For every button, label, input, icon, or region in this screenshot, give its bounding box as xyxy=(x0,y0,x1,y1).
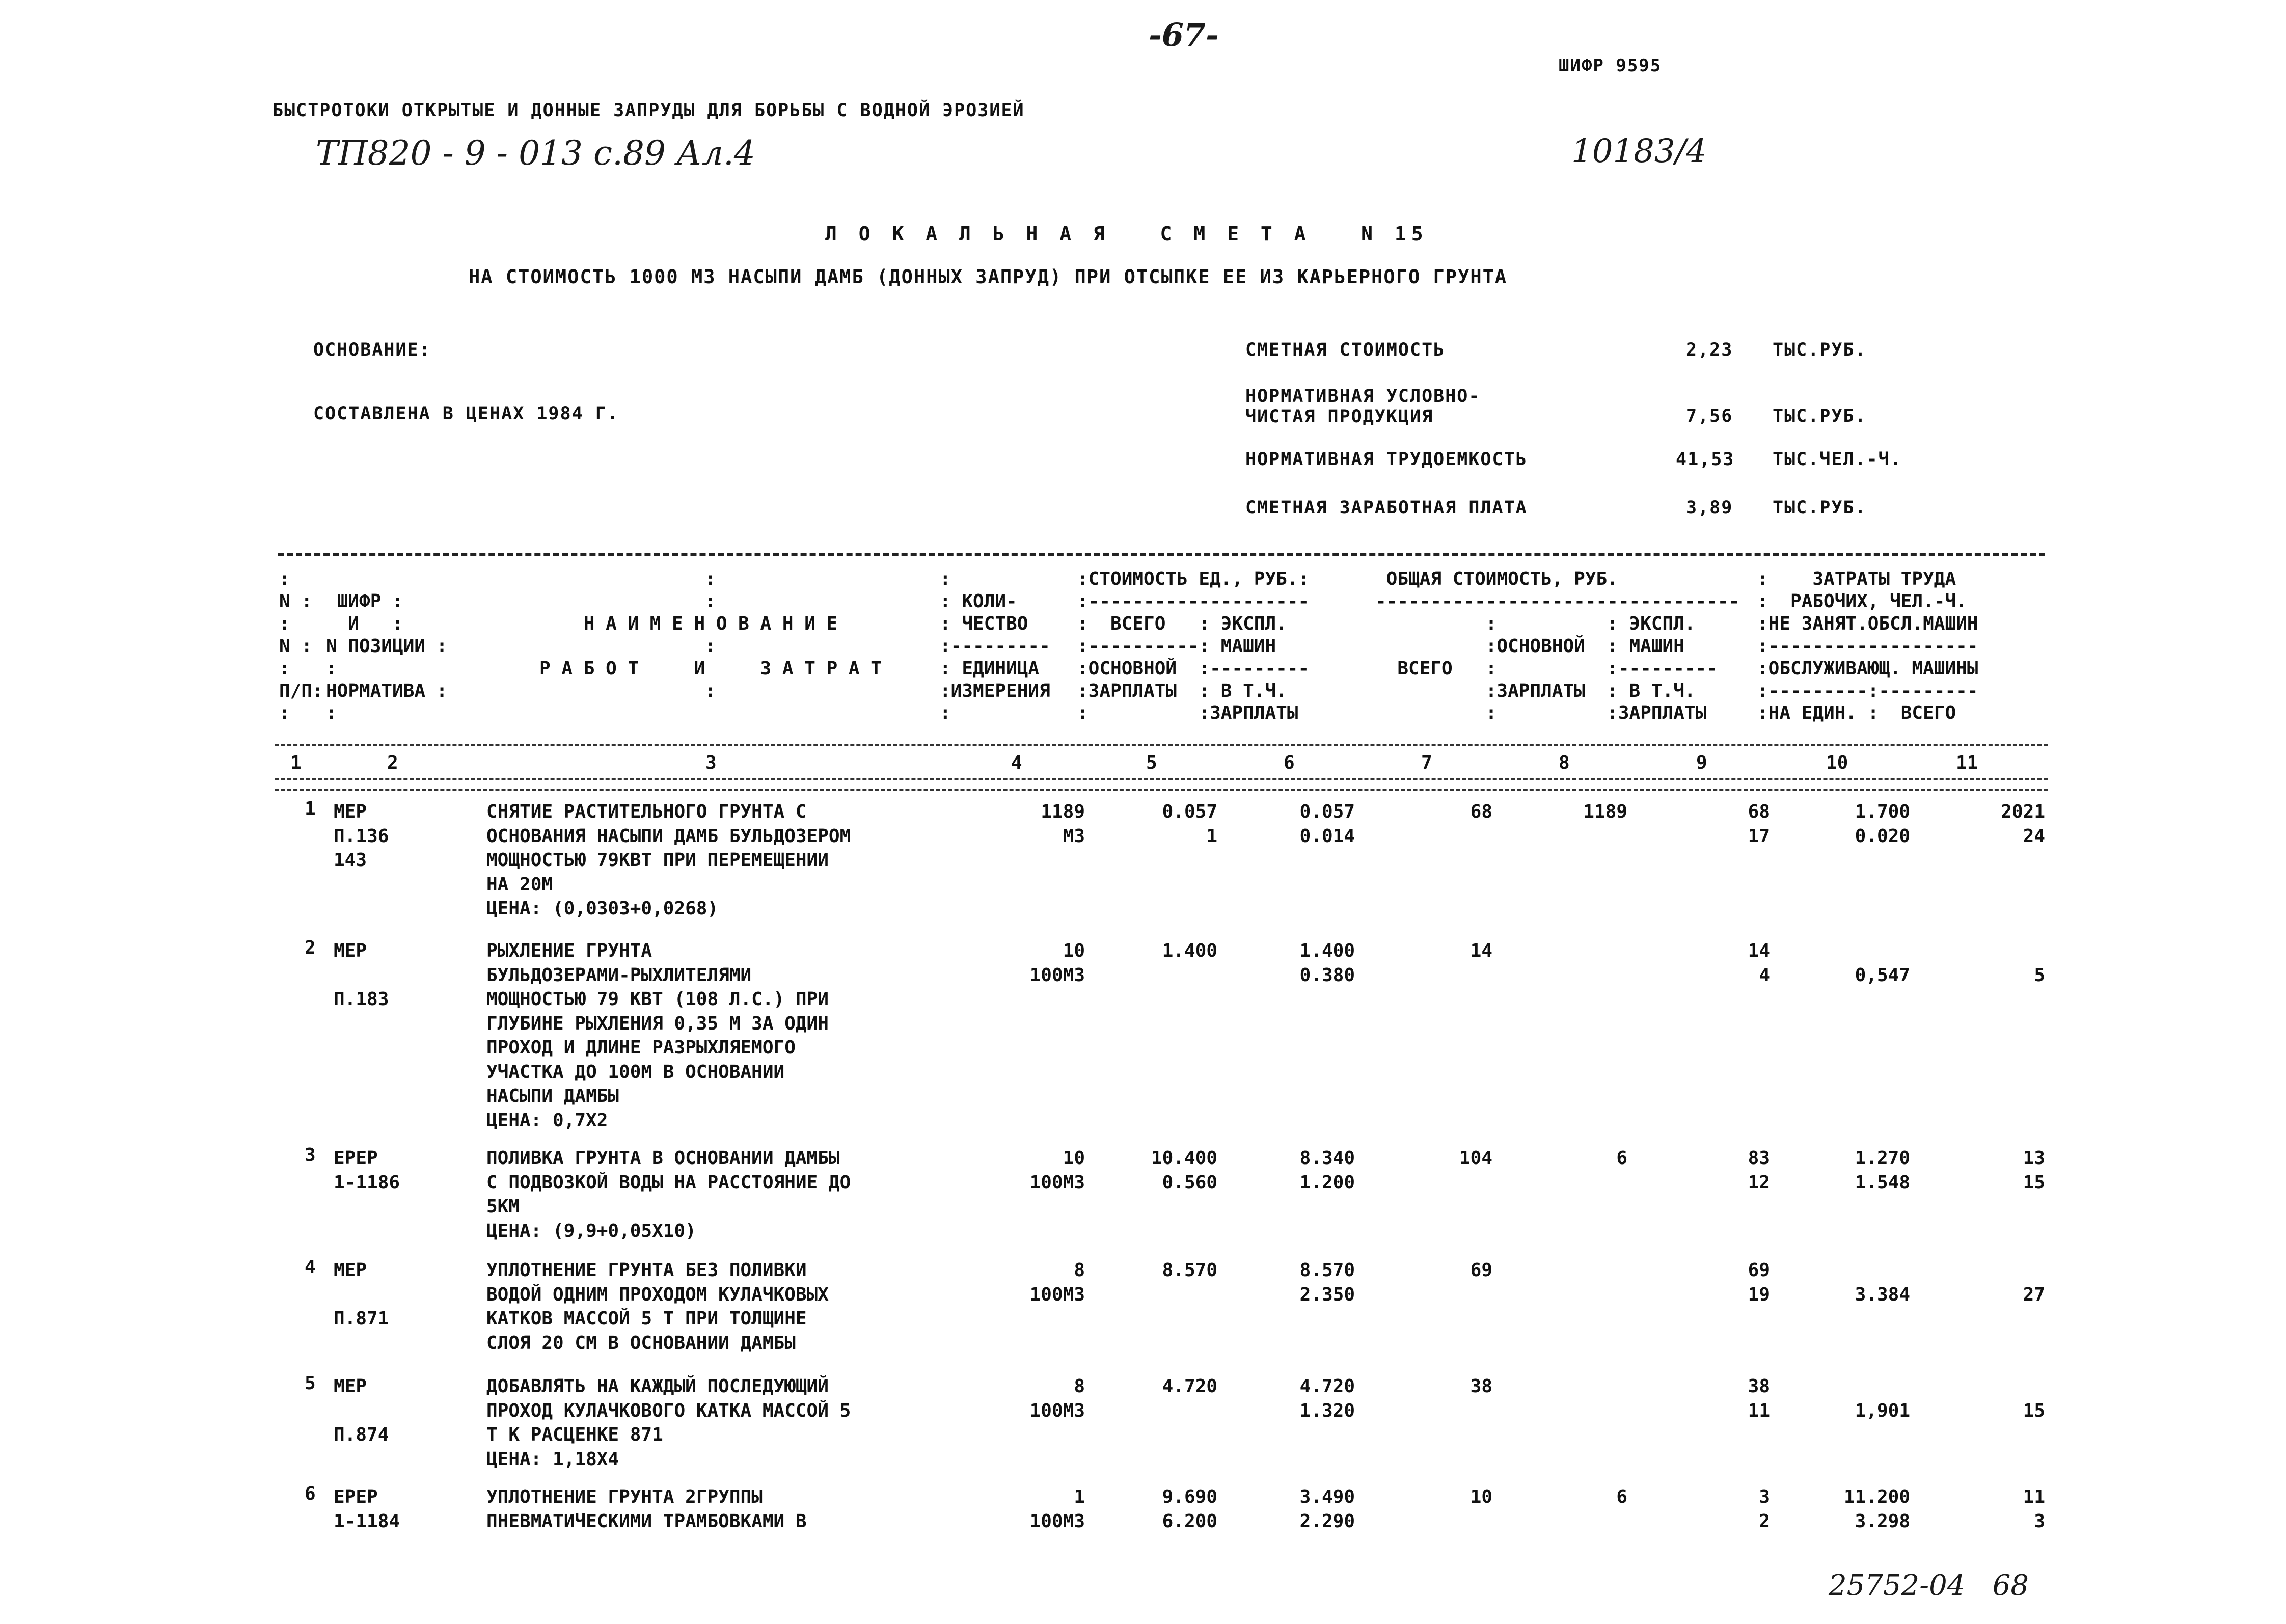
row-4-col9: 69 19 xyxy=(1748,1260,1770,1305)
header-col-total-cost: ОБЩАЯ СТОИМОСТЬ, РУБ. --------------------------------- : : ЭКСПЛ. :ОСНОВНОЙ : МАШИН ВСЕГО : :--------- :ЗАРПЛАТЫ : В Т.Ч. : :ЗАРПЛАТЫ xyxy=(1375,569,1740,724)
col-number-divider-top xyxy=(275,778,2048,780)
handwritten-reference: 10183/4 xyxy=(1571,132,1707,170)
row-2-col6: 1.400 0.380 xyxy=(1299,940,1355,986)
row-5-quantity: 8 100М3 xyxy=(1029,1376,1085,1421)
row-2-col5: 1.400 xyxy=(1162,940,1217,961)
row-3-col9: 83 12 xyxy=(1748,1148,1770,1193)
row-5-col6: 4.720 1.320 xyxy=(1299,1376,1355,1421)
header-col-unit-cost: :СТОИМОСТЬ ЕД., РУБ.: :-------------------- : ВСЕГО : ЭКСПЛ. :----------: МАШИН :ОСНОВНОЙ :--------- :ЗАРПЛАТЫ : В Т.Ч. : :ЗАРПЛАТЫ xyxy=(1077,569,1310,724)
summary-unit-4: ТЫС.РУБ. xyxy=(1773,498,1867,518)
row-4-code: МЕР П.871 xyxy=(334,1260,389,1330)
summary-value-1: 2,23 xyxy=(1686,340,1733,360)
summary-label-3: НОРМАТИВНАЯ ТРУДОЕМКОСТЬ xyxy=(1245,449,1528,470)
row-1-name: СНЯТИЕ РАСТИТЕЛЬНОГО ГРУНТА С ОСНОВАНИЯ НАСЫПИ ДАМБ БУЛЬДОЗЕРОМ МОЩНОСТЬЮ 79КВТ ПРИ ПЕРЕМЕЩЕНИИ НА 20М ЦЕНА: (0,0303+0,0268) xyxy=(486,801,851,919)
col-number-4: 4 xyxy=(1011,752,1022,773)
summary-label-2: НОРМАТИВНАЯ УСЛОВНО- ЧИСТАЯ ПРОДУКЦИЯ xyxy=(1245,386,1481,427)
prices-label: СОСТАВЛЕНА В ЦЕНАХ 1984 Г. xyxy=(313,403,619,424)
header-col-labor: : ЗАТРАТЫ ТРУДА : РАБОЧИХ, ЧЕЛ.-Ч. :НЕ ЗАНЯТ.ОБСЛ.МАШИН :------------------- :ОБСЛУЖИВАЮЩ. МАШИНЫ :---------:--------- :НА ЕДИН. : ВСЕГО xyxy=(1757,569,1978,724)
row-4-col11: 27 xyxy=(2023,1284,2045,1305)
row-4-col7: 69 xyxy=(1470,1260,1492,1281)
row-5-number: 5 xyxy=(305,1373,316,1394)
col-number-11: 11 xyxy=(1956,752,1978,773)
row-2-number: 2 xyxy=(305,937,316,958)
estimate-subtitle: НА СТОИМОСТЬ 1000 М3 НАСЫПИ ДАМБ (ДОННЫХ ЗАПРУД) ПРИ ОТСЫПКЕ ЕЕ ИЗ КАРЬЕРНОГО ГРУНТА xyxy=(469,266,1508,288)
row-1-number: 1 xyxy=(305,798,316,819)
header-col-quantity: : : КОЛИ- : ЧЕСТВО :--------- : ЕДИНИЦА :ИЗМЕРЕНИЯ : xyxy=(940,569,1050,724)
row-3-col10: 1.270 1.548 xyxy=(1855,1148,1910,1193)
row-3-name: ПОЛИВКА ГРУНТА В ОСНОВАНИИ ДАМБЫ С ПОДВОЗКОЙ ВОДЫ НА РАССТОЯНИЕ ДО 5КМ ЦЕНА: (9,9+0,05Х10) xyxy=(486,1148,851,1241)
summary-value-2: 7,56 xyxy=(1686,406,1733,426)
row-3-col5: 10.400 0.560 xyxy=(1151,1148,1217,1193)
row-2-col9: 14 4 xyxy=(1748,940,1770,986)
row-4-col10: 3.384 xyxy=(1855,1284,1910,1305)
table-top-rule xyxy=(278,553,2045,556)
row-3-col11: 13 15 xyxy=(2023,1148,2045,1193)
row-5-col5: 4.720 xyxy=(1162,1376,1217,1397)
col-number-1: 1 xyxy=(290,752,302,773)
header-col-name: : : Н А И М Е Н О В А Н И Е : Р А Б О Т И З А Т Р А Т : xyxy=(539,569,882,701)
row-5-col10: 1,901 xyxy=(1855,1400,1910,1421)
row-2-col10: 0,547 xyxy=(1855,964,1910,986)
row-1-col5: 0.057 1 xyxy=(1162,801,1217,847)
row-3-quantity: 10 100М3 xyxy=(1029,1148,1085,1193)
summary-unit-1: ТЫС.РУБ. xyxy=(1773,340,1867,360)
summary-value-3: 41,53 xyxy=(1676,449,1735,470)
summary-unit-3: ТЫС.ЧЕЛ.-Ч. xyxy=(1773,449,1902,470)
row-1-col8: 1189 xyxy=(1583,801,1627,822)
header-col-number: : N : : N : : П/П: : xyxy=(279,569,323,724)
summary-label-4: СМЕТНАЯ ЗАРАБОТНАЯ ПЛАТА xyxy=(1245,498,1528,518)
row-1-col10: 1.700 0.020 xyxy=(1855,801,1910,847)
row-4-number: 4 xyxy=(305,1257,316,1278)
row-1-quantity: 1189 М3 xyxy=(1041,801,1085,847)
col-number-7: 7 xyxy=(1421,752,1432,773)
col-number-3: 3 xyxy=(705,752,717,773)
header-divider xyxy=(275,744,2048,746)
row-2-code: МЕР П.183 xyxy=(334,940,389,1010)
row-4-name: УПЛОТНЕНИЕ ГРУНТА БЕЗ ПОЛИВКИ ВОДОЙ ОДНИМ ПРОХОДОМ КУЛАЧКОВЫХ КАТКОВ МАССОЙ 5 Т ПРИ ТОЛЩИНЕ СЛОЯ 20 СМ В ОСНОВАНИИ ДАМБЫ xyxy=(486,1260,829,1354)
row-1-col6: 0.057 0.014 xyxy=(1299,801,1355,847)
row-5-col9: 38 11 xyxy=(1748,1376,1770,1421)
cipher-label: ШИФР 9595 xyxy=(1559,56,1662,76)
summary-label-1: СМЕТНАЯ СТОИМОСТЬ xyxy=(1245,340,1446,360)
row-6-code: ЕРЕР 1-1184 xyxy=(334,1486,400,1532)
col-number-9: 9 xyxy=(1696,752,1707,773)
row-2-col11: 5 xyxy=(2034,964,2045,986)
basis-label: ОСНОВАНИЕ: xyxy=(313,340,431,360)
row-6-col11: 11 3 xyxy=(2023,1486,2045,1532)
summary-unit-2: ТЫС.РУБ. xyxy=(1773,406,1867,426)
row-3-col7: 104 xyxy=(1459,1148,1492,1169)
row-5-col7: 38 xyxy=(1470,1376,1492,1397)
col-number-5: 5 xyxy=(1146,752,1157,773)
col-number-6: 6 xyxy=(1284,752,1295,773)
row-6-col9: 3 2 xyxy=(1759,1486,1770,1532)
row-6-col10: 11.200 3.298 xyxy=(1843,1486,1910,1532)
page-number: -67- xyxy=(1149,16,1219,53)
row-5-code: МЕР П.874 xyxy=(334,1376,389,1446)
row-1-col9: 68 17 xyxy=(1748,801,1770,847)
row-6-col7: 10 xyxy=(1470,1486,1492,1507)
row-3-code: ЕРЕР 1-1186 xyxy=(334,1148,400,1193)
document-subtitle: БЫСТРОТОКИ ОТКРЫТЫЕ И ДОННЫЕ ЗАПРУДЫ ДЛЯ БОРЬБЫ С ВОДНОЙ ЭРОЗИЕЙ xyxy=(273,100,1025,121)
col-number-divider-bottom xyxy=(275,789,2048,791)
header-col-code: ШИФР : И : N ПОЗИЦИИ : : НОРМАТИВА : : xyxy=(326,590,448,724)
row-3-number: 3 xyxy=(305,1145,316,1166)
row-3-col6: 8.340 1.200 xyxy=(1299,1148,1355,1193)
col-number-10: 10 xyxy=(1826,752,1848,773)
summary-value-4: 3,89 xyxy=(1686,498,1733,518)
row-6-col6: 3.490 2.290 xyxy=(1299,1486,1355,1532)
row-2-quantity: 10 100М3 xyxy=(1029,940,1085,986)
row-6-col8: 6 xyxy=(1616,1486,1627,1507)
row-5-name: ДОБАВЛЯТЬ НА КАЖДЫЙ ПОСЛЕДУЮЩИЙ ПРОХОД КУЛАЧКОВОГО КАТКА МАССОЙ 5 Т К РАСЦЕНКЕ 871 ЦЕНА: 1,18Х4 xyxy=(486,1376,851,1470)
row-2-col7: 14 xyxy=(1470,940,1492,961)
estimate-title: Л О К А Л Ь Н А Я С М Е Т А N 15 xyxy=(825,223,1428,245)
row-6-number: 6 xyxy=(305,1483,316,1504)
row-5-col11: 15 xyxy=(2023,1400,2045,1421)
row-1-col11: 2021 24 xyxy=(2001,801,2045,847)
row-4-col6: 8.570 2.350 xyxy=(1299,1260,1355,1305)
row-6-quantity: 1 100М3 xyxy=(1029,1486,1085,1532)
row-6-col5: 9.690 6.200 xyxy=(1162,1486,1217,1532)
footer-handwritten-number: 25752-04 68 xyxy=(1829,1569,2029,1602)
handwritten-project-code: ТП820 - 9 - 013 с.89 Ал.4 xyxy=(316,133,755,173)
row-3-col8: 6 xyxy=(1616,1148,1627,1169)
row-2-name: РЫХЛЕНИЕ ГРУНТА БУЛЬДОЗЕРАМИ-РЫХЛИТЕЛЯМИ МОЩНОСТЬЮ 79 КВТ (108 Л.С.) ПРИ ГЛУБИНЕ РЫХЛЕНИЯ 0,35 М ЗА ОДИН ПРОХОД И ДЛИНЕ РАЗРЫХЛЯЕМОГО УЧАСТКА ДО 100М В ОСНОВАНИИ НАСЫПИ ДАМБЫ ЦЕНА: 0,7Х2 xyxy=(486,940,829,1131)
col-number-2: 2 xyxy=(387,752,398,773)
row-4-quantity: 8 100М3 xyxy=(1029,1260,1085,1305)
row-1-code: МЕР П.136 143 xyxy=(334,801,389,871)
col-number-8: 8 xyxy=(1559,752,1570,773)
row-1-col7: 68 xyxy=(1470,801,1492,822)
row-4-col5: 8.570 xyxy=(1162,1260,1217,1281)
row-6-name: УПЛОТНЕНИЕ ГРУНТА 2ГРУППЫ ПНЕВМАТИЧЕСКИМИ ТРАМБОВКАМИ В xyxy=(486,1486,807,1532)
